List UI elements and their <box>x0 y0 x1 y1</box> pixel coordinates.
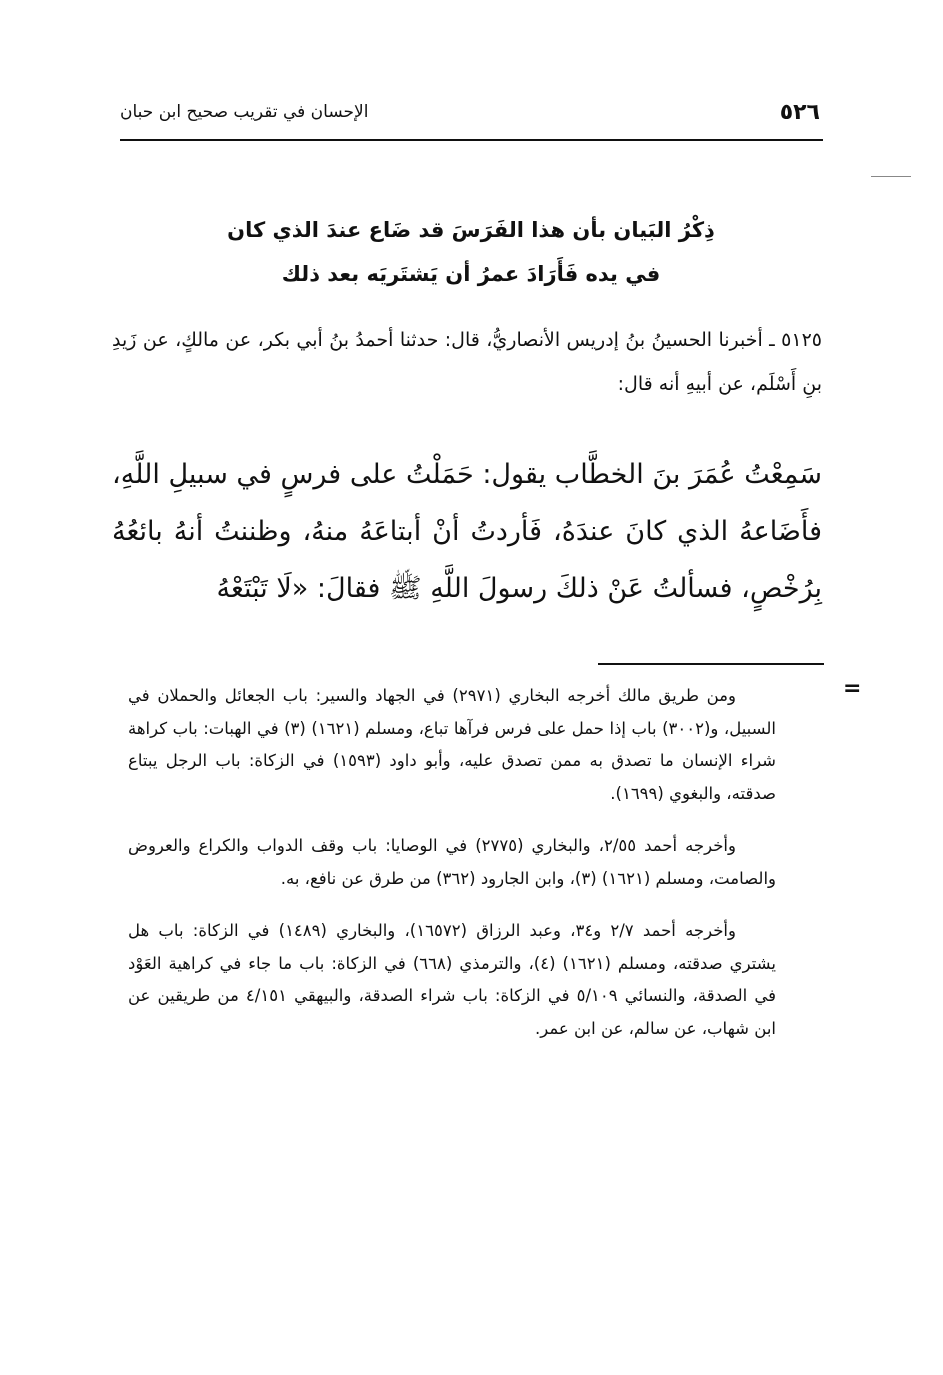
footnote-rule <box>598 663 824 665</box>
hadith-isnad: ٥١٢٥ ـ أخبرنا الحسينُ بنُ إدريس الأنصاريُّ، قال: حدثنا أحمدُ بنُ أبي بكر، عن مالكٍ، عن زَيدِ بنِ أَسْلَم، عن أبيهِ أنه قال: <box>112 329 822 395</box>
header-rule <box>120 139 823 141</box>
chapter-heading-line-2: في يده فَأَرَادَ عمرُ أن يَشتَريَه بعد ذلك <box>281 262 661 286</box>
running-header <box>120 94 820 130</box>
chapter-heading-line-1: ذِكْرُ البَيان بأن هذا الفَرَسَ قد ضَاع عندَ الذي كان <box>227 218 715 242</box>
book-title: الإحسان في تقريب صحيح ابن حبان <box>120 102 369 122</box>
scan-mark <box>871 176 911 177</box>
footnote-paragraph-3: وأخرجه أحمد ٢/٧ و٣٤، وعبد الرزاق (١٦٥٧٢)، والبخاري (١٤٨٩) في الزكاة: باب هل يشتري صدقته، ومسلم (١٦٢١) (٤)، والترمذي (٦٦٨) في الزكاة: باب ما جاء في كراهية العَوْد في الصدقة، والنسائي ٥/١٠٩ في الزكاة: باب شراء الصدقة، والبيهقي ٤/١٥١ من طريقين عن ابن شهاب، عن سالم، عن ابن عمر. <box>128 921 776 1038</box>
chapter-heading <box>140 208 802 296</box>
footnotes <box>128 680 776 1065</box>
footnote-continuation-mark: = <box>843 676 862 701</box>
footnote-paragraph-1: ومن طريق مالك أخرجه البخاري (٢٩٧١) في الجهاد والسير: باب الجعائل والحملان في السبيل، و(٣٠٠٢) باب إذا حمل على فرس فرآها تباع، ومسلم (١٦٢١) (٣) في الهبات: باب كراهة شراء الإنسان ما تصدق به ممن تصدق عليه، وأبو داود (١٥٩٣) في الزكاة: باب الرجل يبتاع صدقته، والبغوي (١٦٩٩). <box>128 686 777 803</box>
footnote-paragraph-2: وأخرجه أحمد ٢/٥٥، والبخاري (٢٧٧٥) في الوصايا: باب وقف الدواب والكراع والعروض والصامت، ومسلم (١٦٢١) (٣)، وابن الجارود (٣٦٢) من طرق عن نافع، به. <box>128 836 776 888</box>
hadith-matn: سَمِعْتُ عُمَرَ بنَ الخطَّاب يقول: حَمَلْتُ على فرسٍ في سبيلِ اللَّهِ، فأَضَاعهُ الذي كانَ عندَهُ، فَأردتُ أنْ أبتاعَهُ منهُ، وظننتُ أنهُ بائعُهُ بِرُخْصٍ، فسألتُ عَنْ ذلكَ رسولَ اللَّهِ ﷺ فقالَ: «لَا تَبْتَعْهُ <box>112 459 822 604</box>
page-number: ٥٢٦ <box>779 99 820 125</box>
